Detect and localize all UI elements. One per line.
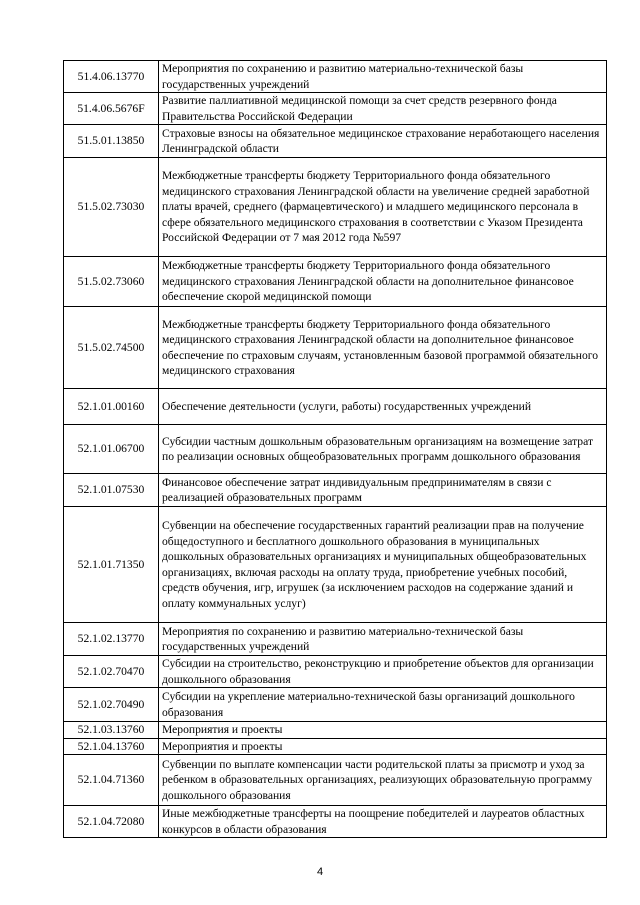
description-cell: Субвенции по выплате компенсации части родительской платы за присмотр и уход за ребенком в образовательных организациях, реализующих образовательную программу дошкольного образования bbox=[159, 755, 607, 806]
table-row bbox=[64, 474, 607, 507]
table-row bbox=[64, 623, 607, 656]
description-cell: Финансовое обеспечение затрат индивидуальным предпринимателям в связи с реализацией образовательных программ bbox=[159, 474, 607, 507]
code-cell: 52.1.04.72080 bbox=[64, 806, 159, 838]
description-cell: Мероприятия по сохранению и развитию материально-технической базы государственных учреждений bbox=[159, 61, 607, 93]
description-cell: Межбюджетные трансферты бюджету Территориального фонда обязательного медицинского страхования Ленинградской области на увеличение средней заработной платы врачей, среднего (фармацевтического) и младшего медицинского персонала в сфере обязательного медицинского страхования в соответствии с Указом Президента Российской Федерации от 7 мая 2012 года №597 bbox=[159, 158, 607, 257]
table-row bbox=[64, 755, 607, 806]
page-number: 4 bbox=[316, 866, 324, 878]
code-cell: 51.5.02.74500 bbox=[64, 307, 159, 389]
table-row bbox=[64, 257, 607, 307]
code-cell: 52.1.04.71360 bbox=[64, 755, 159, 806]
description-cell: Межбюджетные трансферты бюджету Территориального фонда обязательного медицинского страхования Ленинградской области на дополнительное финансовое обеспечение скорой медицинской помощи bbox=[159, 257, 607, 307]
table-row bbox=[64, 688, 607, 722]
table-row bbox=[64, 722, 607, 739]
description-cell: Мероприятия и проекты bbox=[159, 722, 607, 739]
code-cell: 51.5.02.73060 bbox=[64, 257, 159, 307]
table-row bbox=[64, 656, 607, 688]
code-cell: 51.4.06.13770 bbox=[64, 61, 159, 93]
table-row bbox=[64, 806, 607, 838]
code-cell: 52.1.01.00160 bbox=[64, 389, 159, 425]
code-cell: 51.5.02.73030 bbox=[64, 158, 159, 257]
budget-codes-table bbox=[63, 60, 607, 838]
table-row bbox=[64, 158, 607, 257]
table-row bbox=[64, 307, 607, 389]
description-cell: Субсидии на укрепление материально-технической базы организаций дошкольного образования bbox=[159, 688, 607, 722]
code-cell: 51.5.01.13850 bbox=[64, 125, 159, 158]
description-cell: Мероприятия по сохранению и развитию материально-технической базы государственных учреждений bbox=[159, 623, 607, 656]
code-cell: 52.1.02.13770 bbox=[64, 623, 159, 656]
table-row bbox=[64, 738, 607, 755]
table-row bbox=[64, 507, 607, 623]
code-cell: 52.1.04.13760 bbox=[64, 738, 159, 755]
description-cell: Иные межбюджетные трансферты на поощрение победителей и лауреатов областных конкурсов в области образования bbox=[159, 806, 607, 838]
description-cell: Субсидии на строительство, реконструкцию и приобретение объектов для организации дошкольного образования bbox=[159, 656, 607, 688]
table-row bbox=[64, 389, 607, 425]
code-cell: 51.4.06.5676F bbox=[64, 93, 159, 125]
description-cell: Мероприятия и проекты bbox=[159, 738, 607, 755]
description-cell: Межбюджетные трансферты бюджету Территориального фонда обязательного медицинского страхования Ленинградской области на дополнительное финансовое обеспечение по страховым случаям, установленным базовой программой обязательного медицинского страхования bbox=[159, 307, 607, 389]
code-cell: 52.1.01.06700 bbox=[64, 425, 159, 474]
code-cell: 52.1.01.07530 bbox=[64, 474, 159, 507]
description-cell: Развитие паллиативной медицинской помощи за счет средств резервного фонда Правительства Российской Федерации bbox=[159, 93, 607, 125]
code-cell: 52.1.01.71350 bbox=[64, 507, 159, 623]
description-cell: Обеспечение деятельности (услуги, работы) государственных учреждений bbox=[159, 389, 607, 425]
table-row bbox=[64, 61, 607, 93]
code-cell: 52.1.02.70490 bbox=[64, 688, 159, 722]
description-cell: Субсидии частным дошкольным образовательным организациям на возмещение затрат по реализации основных общеобразовательных программ дошкольного образования bbox=[159, 425, 607, 474]
table-row bbox=[64, 93, 607, 125]
description-cell: Субвенции на обеспечение государственных гарантий реализации прав на получение общедоступного и бесплатного дошкольного образования в муниципальных дошкольных образовательных организациях и муниципальных общеобразовательных организациях, включая расходы на оплату труда, приобретение учебных пособий, средств обучения, игр, игрушек (за исключением расходов на содержание зданий и оплату коммунальных услуг) bbox=[159, 507, 607, 623]
code-cell: 52.1.02.70470 bbox=[64, 656, 159, 688]
code-cell: 52.1.03.13760 bbox=[64, 722, 159, 739]
table-row bbox=[64, 125, 607, 158]
description-cell: Страховые взносы на обязательное медицинское страхование неработающего населения Ленинградской области bbox=[159, 125, 607, 158]
table-row bbox=[64, 425, 607, 474]
